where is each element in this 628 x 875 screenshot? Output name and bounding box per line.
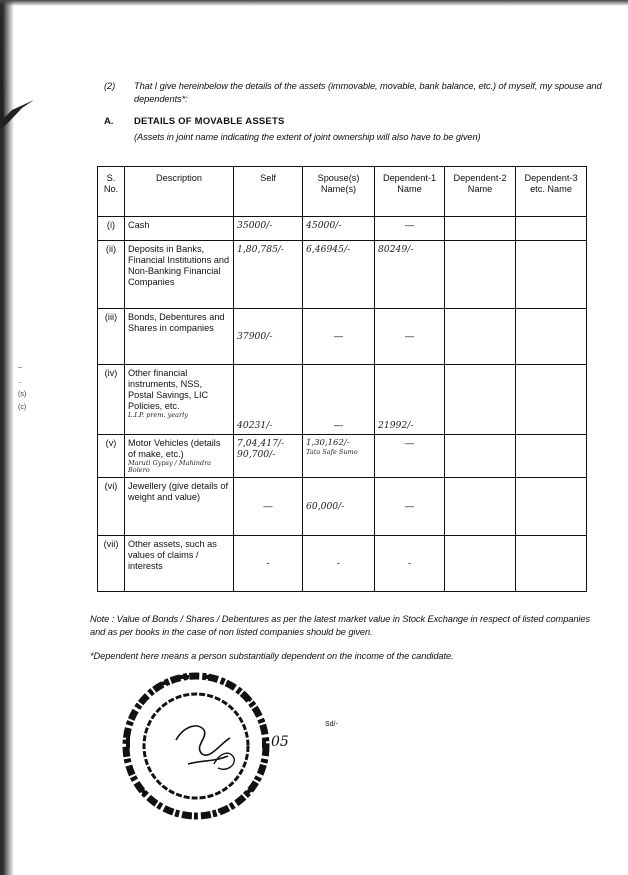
table-row bbox=[98, 309, 587, 365]
row-sno: (iii) bbox=[98, 309, 125, 365]
row-dependent-3 bbox=[516, 536, 587, 592]
table-row bbox=[98, 365, 587, 435]
row-dependent-3 bbox=[516, 435, 587, 478]
header-dependent-1: Dependent-1 Name bbox=[375, 167, 445, 217]
row-dependent-3 bbox=[516, 241, 587, 309]
table-row bbox=[98, 241, 587, 309]
row-dependent-3 bbox=[516, 478, 587, 536]
header-dependent-2: Dependent-2 Name bbox=[445, 167, 516, 217]
row-dependent-2 bbox=[445, 241, 516, 309]
row-dependent-2 bbox=[445, 435, 516, 478]
row-spouse: — bbox=[303, 309, 375, 365]
row-sno: (v) bbox=[98, 435, 125, 478]
row-dependent-1: — bbox=[375, 309, 445, 365]
row-description: Jewellery (give details of weight and value) bbox=[125, 478, 234, 536]
table-row bbox=[98, 435, 587, 478]
row-sno: (vii) bbox=[98, 536, 125, 592]
row-sno: (iv) bbox=[98, 365, 125, 435]
row-spouse: 45000/- bbox=[303, 217, 375, 241]
declaration-number: (2) bbox=[104, 81, 116, 91]
row-self: — bbox=[234, 478, 303, 536]
row-self: 7,04,417/- 90,700/- bbox=[234, 435, 303, 478]
row-description: Other financial instruments, NSS, Postal Savings, LIC Policies, etc. bbox=[128, 368, 209, 411]
table-row bbox=[98, 478, 587, 536]
row-spouse-cell bbox=[303, 435, 375, 478]
movable-assets-table bbox=[97, 166, 587, 592]
row-dependent-1: — bbox=[375, 478, 445, 536]
valuation-note: Note : Value of Bonds / Shares / Debentures as per the latest market value in Stock Exchange in respect of listed companies and as per books in the case of non listed companies should be given. bbox=[90, 614, 590, 637]
row-description: Motor Vehicles (details of make, etc.) bbox=[128, 438, 221, 459]
row-dependent-2 bbox=[445, 478, 516, 536]
row-dependent-2 bbox=[445, 365, 516, 435]
row-dependent-1: 21992/- bbox=[375, 365, 445, 435]
row-spouse: 6,46945/- bbox=[303, 241, 375, 309]
row-self: 35000/- bbox=[234, 217, 303, 241]
row-self: - bbox=[234, 536, 303, 592]
table-row bbox=[98, 536, 587, 592]
section-title: DETAILS OF MOVABLE ASSETS bbox=[134, 116, 285, 127]
row-dependent-1: 80249/- bbox=[375, 241, 445, 309]
row-description-cell bbox=[125, 435, 234, 478]
row-description: Cash bbox=[125, 217, 234, 241]
section-letter: A. bbox=[104, 116, 114, 127]
row-dependent-3 bbox=[516, 365, 587, 435]
row-description: Other assets, such as values of claims / interests bbox=[125, 536, 234, 592]
margin-marks: ~ .. (s) (c) bbox=[18, 365, 27, 411]
row-dependent-2 bbox=[445, 217, 516, 241]
row-sno: (ii) bbox=[98, 241, 125, 309]
row-sno: (vi) bbox=[98, 478, 125, 536]
header-sno: S. No. bbox=[98, 167, 125, 217]
scan-border-left bbox=[0, 0, 14, 875]
row-spouse: - bbox=[303, 536, 375, 592]
row-spouse: 60,000/- bbox=[303, 478, 375, 536]
header-dependent-3: Dependent-3 etc. Name bbox=[516, 167, 587, 217]
row-dependent-3 bbox=[516, 309, 587, 365]
table-row bbox=[98, 217, 587, 241]
dependent-footnote: *Dependent here means a person substantially dependent on the income of the candidate. bbox=[90, 651, 454, 661]
row-spouse: — bbox=[303, 365, 375, 435]
header-self: Self bbox=[234, 167, 303, 217]
row-dependent-1: — bbox=[375, 435, 445, 478]
row-self: 40231/- bbox=[234, 365, 303, 435]
row-dependent-3 bbox=[516, 217, 587, 241]
row-spouse: 1,30,162/- bbox=[306, 438, 350, 448]
scan-border-top bbox=[0, 0, 628, 6]
row-dependent-2 bbox=[445, 309, 516, 365]
row-self: 1,80,785/- bbox=[234, 241, 303, 309]
signature-date: 05 bbox=[271, 734, 289, 750]
seal-graphic bbox=[118, 668, 288, 828]
official-seal-stamp bbox=[118, 668, 288, 828]
row-spouse-handwritten: Tata Safe Sumo bbox=[306, 448, 358, 456]
declaration-intro: That I give hereinbelow the details of the assets (immovable, movable, bank balance, etc.) of myself, my spouse and dependents*: bbox=[134, 81, 602, 104]
signed-label: Sd/- bbox=[325, 721, 338, 728]
row-dependent-1: — bbox=[375, 217, 445, 241]
header-description: Description bbox=[125, 167, 234, 217]
row-description: Bonds, Debentures and Shares in companies bbox=[125, 309, 234, 365]
row-description-handwritten: L.I.P. prem. yearly bbox=[128, 411, 188, 419]
row-sno: (i) bbox=[98, 217, 125, 241]
row-dependent-2 bbox=[445, 536, 516, 592]
row-description: Deposits in Banks, Financial Institutions and Non-Banking Financial Companies bbox=[125, 241, 234, 309]
row-dependent-1: - bbox=[375, 536, 445, 592]
header-spouse: Spouse(s) Name(s) bbox=[303, 167, 375, 217]
section-subtitle: (Assets in joint name indicating the extent of joint ownership will also have to be given) bbox=[134, 132, 481, 142]
row-description-handwritten: Maruti Gypsy / Mahindra Bolero bbox=[128, 459, 212, 474]
row-self: 37900/- bbox=[234, 309, 303, 365]
page-fold-mark bbox=[0, 0, 40, 130]
row-description-cell bbox=[125, 365, 234, 435]
table-header-row bbox=[98, 167, 587, 217]
